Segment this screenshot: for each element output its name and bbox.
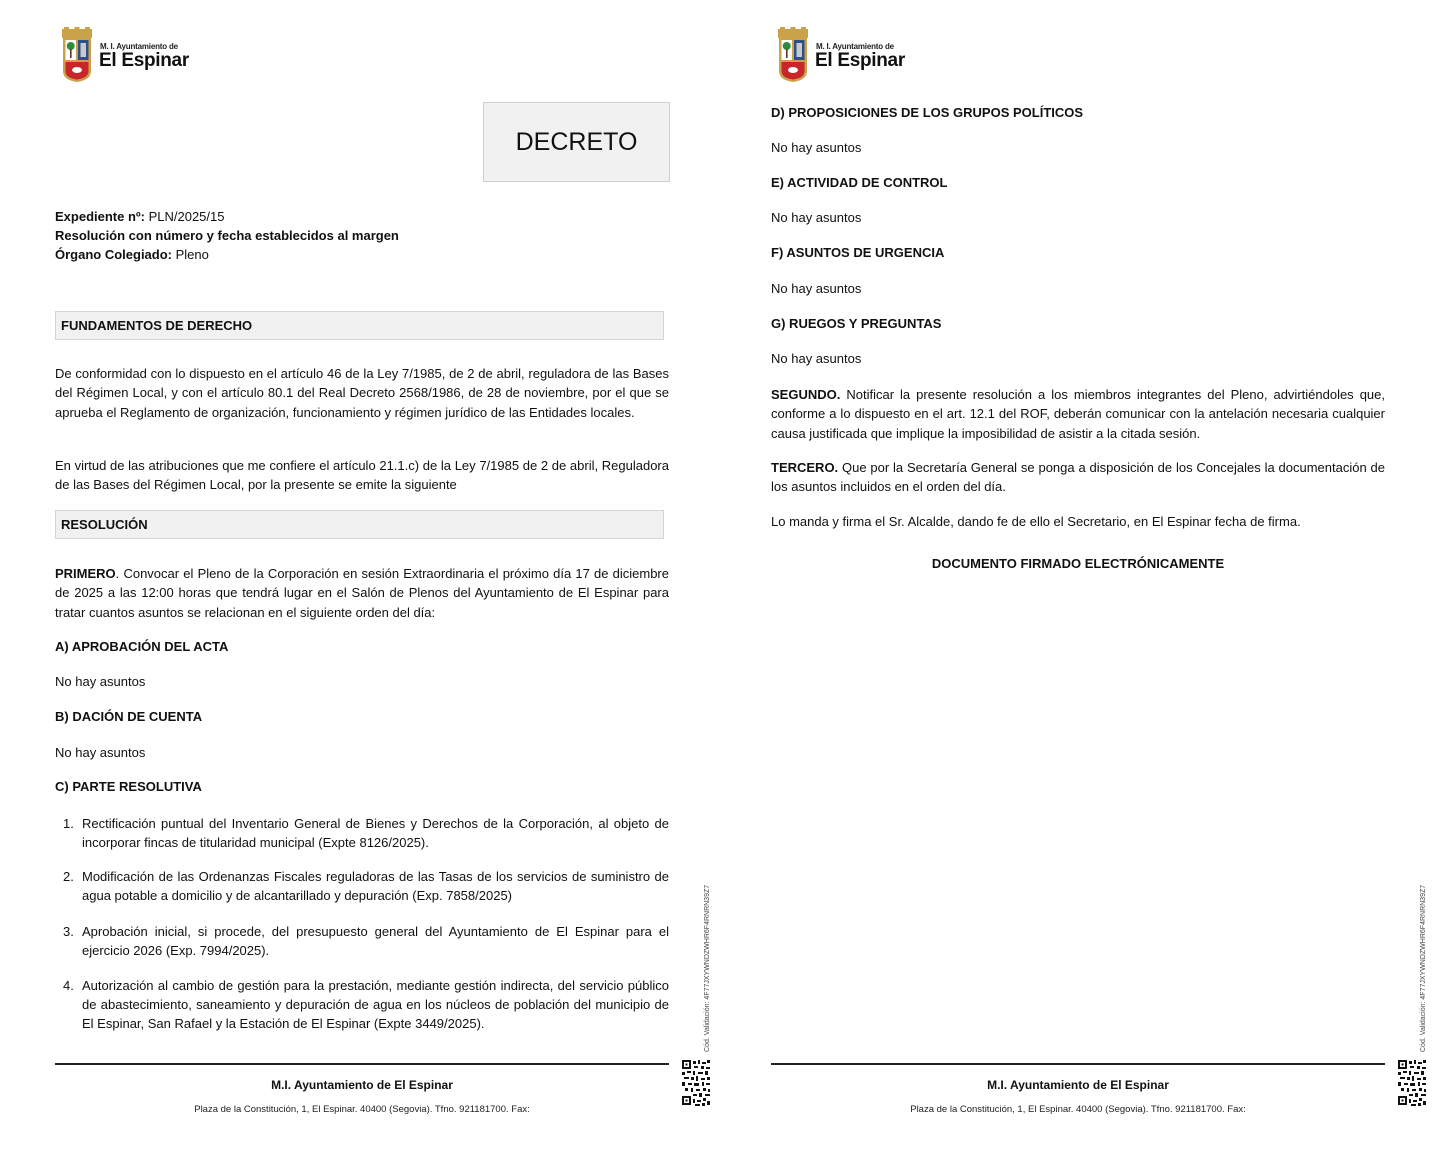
primero-label: PRIMERO — [55, 566, 116, 581]
section-a-body: No hay asuntos — [55, 674, 146, 689]
footer-address: Plaza de la Constitución, 1, El Espinar. 40400 (Segovia). Tfno. 921181700. Fax: — [910, 1104, 1246, 1115]
decreto-title-box: DECRETO — [483, 102, 670, 182]
agenda-item-text: Autorización al cambio de gestión para la prestación, mediante gestión indirecta, del servicio público de abastecimiento, saneamiento y depuración de agua en los núcleos de población del municipio de El Espinar, San Rafael y la Estación de El Espinar (Expte 3449/2025). — [82, 978, 669, 1032]
qr-code-icon — [682, 1060, 710, 1106]
logo-title: El Espinar — [99, 50, 189, 71]
municipal-logo — [60, 27, 190, 85]
logo-title: El Espinar — [815, 50, 905, 71]
footer-divider — [55, 1063, 669, 1065]
footer-address: Plaza de la Constitución, 1, El Espinar. 40400 (Segovia). Tfno. 921181700. Fax: — [194, 1104, 530, 1115]
agenda-item — [55, 867, 669, 905]
agenda-item — [55, 814, 669, 852]
section-f-body: No hay asuntos — [771, 281, 862, 296]
section-a-heading: A) APROBACIÓN DEL ACTA — [55, 639, 229, 654]
expediente-line — [55, 207, 669, 226]
section-b-body: No hay asuntos — [55, 745, 146, 760]
fundamentos-paragraph-2: En virtud de las atribuciones que me confiere el artículo 21.1.c) de la Ley 7/1985 de 2 de abril, Reguladora de las Bases del Régimen Local, por la presente se emite la siguiente — [55, 458, 669, 493]
tercero-text: Que por la Secretaría General se ponga a disposición de los Concejales la documentación de los asuntos incluidos en el orden del día. — [771, 460, 1385, 495]
expediente-label: Expediente nº: — [55, 209, 145, 224]
section-e-heading: E) ACTIVIDAD DE CONTROL — [771, 175, 948, 190]
logo-subtitle: M. I. Ayuntamiento de — [816, 42, 894, 51]
agenda-item-number: 1. — [63, 816, 74, 831]
fundamentos-paragraph-1: De conformidad con lo dispuesto en el artículo 46 de la Ley 7/1985, de 2 de abril, reguladora de las Bases del Régimen Local, y con el artículo 80.1 del Real Decreto 2568/1986, de 28 de noviembre, por el que se aprueba el Reglamento de organización, funcionamiento y régimen jurídico de las Entidades locales. — [55, 366, 669, 420]
agenda-item-text: Modificación de las Ordenanzas Fiscales reguladoras de las Tasas de los servicios de suministro de agua potable a domicilio y de alcantarillado y depuración (Exp. 7858/2025) — [82, 869, 669, 904]
section-c-heading: C) PARTE RESOLUTIVA — [55, 779, 202, 794]
resolucion-text: Resolución con número y fecha establecidos al margen — [55, 228, 399, 243]
organo-label: Órgano Colegiado: — [55, 247, 172, 262]
segundo-paragraph — [771, 385, 1385, 443]
signed-electronically-notice: DOCUMENTO FIRMADO ELECTRÓNICAMENTE — [931, 556, 1225, 571]
agenda-item — [55, 922, 669, 960]
agenda-item-text: Aprobación inicial, si procede, del presupuesto general del Ayuntamiento de El Espinar para el ejercicio 2026 (Exp. 7994/2025). — [82, 924, 669, 959]
document-page-2 — [716, 0, 1436, 1152]
tercero-label: TERCERO. — [771, 460, 839, 475]
municipal-logo — [776, 27, 906, 85]
section-d-heading: D) PROPOSICIONES DE LOS GRUPOS POLÍTICOS — [771, 105, 1084, 120]
validation-code: Cód. Validación: 4F77JXYWNDZWHR6F4RNRN39Z7 — [704, 884, 711, 1052]
agenda-item-number: 2. — [63, 869, 74, 884]
resolucion-line — [55, 226, 669, 245]
logo-subtitle: M. I. Ayuntamiento de — [100, 42, 178, 51]
footer-title: M.I. Ayuntamiento de El Espinar — [987, 1078, 1169, 1092]
primero-text: . Convocar el Pleno de la Corporación en sesión Extraordinaria el próximo día 17 de diciembre de 2025 a las 12:00 horas que tendrá lugar en el Salón de Plenos del Ayuntamiento de El Espinar para tratar cuantos asuntos se relacionan en el siguiente orden del día: — [55, 566, 669, 620]
coat-of-arms-icon — [776, 27, 810, 83]
primero-paragraph — [55, 564, 669, 622]
segundo-text: Notificar la presente resolución a los miembros integrantes del Pleno, advirtiéndoles que, conforme a lo dispuesto en el art. 12.1 del ROF, deberán comunicar con la antelación necesaria cualquier causa justificada que implique la imposibilidad de asistir a la citada sesión. — [771, 387, 1385, 441]
qr-code-icon — [1398, 1060, 1426, 1106]
section-f-heading: F) ASUNTOS DE URGENCIA — [771, 245, 945, 260]
document-meta — [55, 207, 669, 264]
section-g-body: No hay asuntos — [771, 351, 862, 366]
agenda-item-number: 4. — [63, 978, 74, 993]
coat-of-arms-icon — [60, 27, 94, 83]
resolucion-heading: RESOLUCIÓN — [55, 510, 664, 539]
segundo-label: SEGUNDO. — [771, 387, 841, 402]
section-d-body: No hay asuntos — [771, 140, 862, 155]
agenda-item — [55, 976, 669, 1034]
section-g-heading: G) RUEGOS Y PREGUNTAS — [771, 316, 942, 331]
organo-line — [55, 245, 669, 264]
section-e-body: No hay asuntos — [771, 210, 862, 225]
organo-value: Pleno — [172, 247, 209, 262]
validation-code: Cód. Validación: 4F77JXYWNDZWHR6F4RNRN39Z7 — [1420, 884, 1427, 1052]
firma-paragraph: Lo manda y firma el Sr. Alcalde, dando fe de ello el Secretario, en El Espinar fecha de firma. — [771, 514, 1301, 529]
footer-title: M.I. Ayuntamiento de El Espinar — [271, 1078, 453, 1092]
expediente-value: PLN/2025/15 — [144, 209, 225, 224]
agenda-item-number: 3. — [63, 924, 74, 939]
agenda-item-text: Rectificación puntual del Inventario General de Bienes y Derechos de la Corporación, al objeto de incorporar fincas de titularidad municipal (Expte 8126/2025). — [82, 816, 669, 851]
tercero-paragraph — [771, 458, 1385, 497]
section-b-heading: B) DACIÓN DE CUENTA — [55, 709, 203, 724]
fundamentos-heading: FUNDAMENTOS DE DERECHO — [55, 311, 664, 340]
footer-divider — [771, 1063, 1385, 1065]
